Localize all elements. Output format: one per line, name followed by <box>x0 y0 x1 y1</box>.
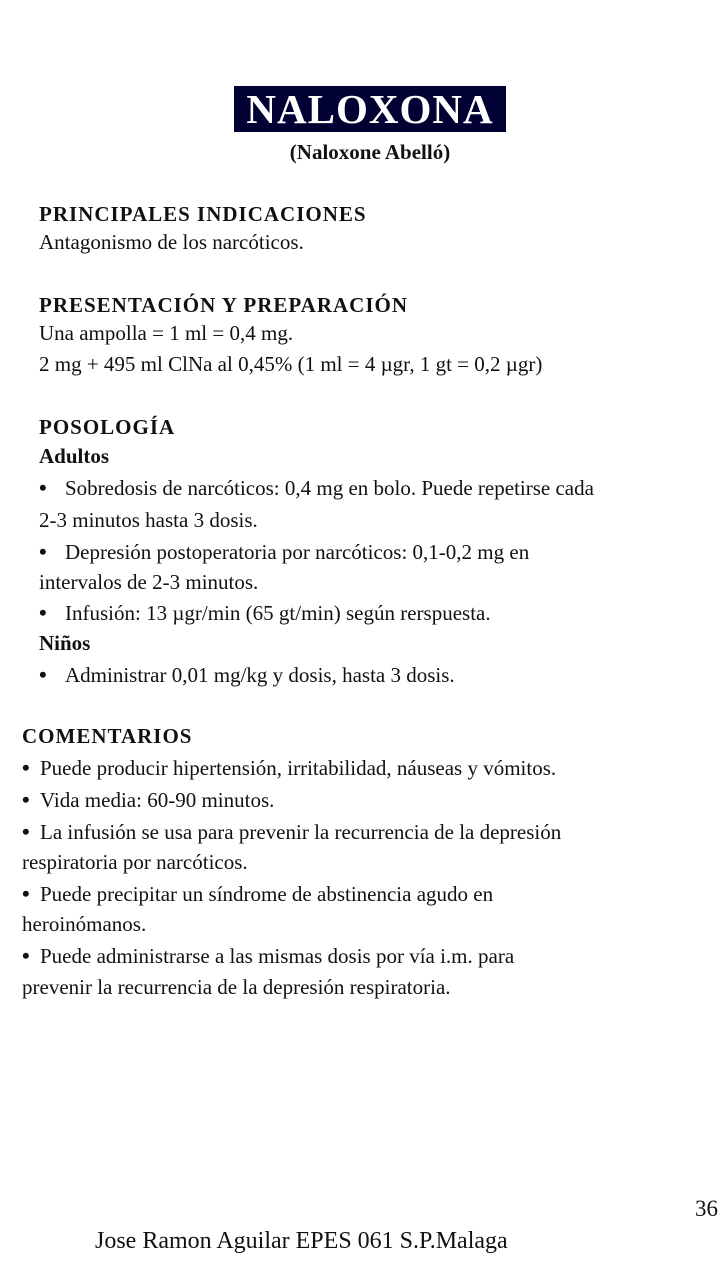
page-number: 36 <box>695 1196 718 1221</box>
comentarios-item-5 <box>22 942 514 970</box>
comentarios-item-text: Vida media: 60-90 minutos. <box>40 788 275 812</box>
ninos-item-text: Administrar 0,01 mg/kg y dosis, hasta 3 dosis. <box>65 663 455 687</box>
presentacion-heading: PRESENTACIÓN Y PREPARACIÓN <box>39 293 409 317</box>
comentarios-item-5-continuation: prevenir la recurrencia de la depresión respiratoria. <box>22 975 451 999</box>
comentarios-item-4 <box>22 880 493 908</box>
bullet-icon: • <box>39 539 47 564</box>
adultos-label: Adultos <box>39 444 110 468</box>
bullet-icon: • <box>39 600 47 625</box>
footer-text: Jose Ramon Aguilar EPES 061 S.P.Malaga <box>95 1228 508 1254</box>
adultos-item-2-continuation: intervalos de 2-3 minutos. <box>39 570 259 594</box>
bullet-icon: • <box>39 662 47 687</box>
comentarios-heading: COMENTARIOS <box>22 724 193 748</box>
indicaciones-heading: PRINCIPALES INDICACIONES <box>39 202 367 226</box>
comentarios-item-text: Puede precipitar un síndrome de abstinencia agudo en <box>40 882 494 906</box>
bullet-icon: • <box>22 881 30 906</box>
ninos-item-1 <box>39 661 455 689</box>
presentacion-line-2: 2 mg + 495 ml ClNa al 0,45% (1 ml = 4 µgr, 1 gt = 0,2 µgr) <box>39 352 543 376</box>
adultos-item-1 <box>39 474 594 502</box>
comentarios-item-1 <box>22 754 556 782</box>
comentarios-item-3 <box>22 818 561 846</box>
comentarios-item-text: La infusión se usa para prevenir la recurrencia de la depresión <box>40 820 562 844</box>
comentarios-item-4-continuation: heroinómanos. <box>22 912 147 936</box>
adultos-item-text: Infusión: 13 µgr/min (65 gt/min) según rerspuesta. <box>65 601 491 625</box>
comentarios-item-2 <box>22 786 274 814</box>
adultos-item-text: Sobredosis de narcóticos: 0,4 mg en bolo. Puede repetirse cada <box>65 476 594 500</box>
comentarios-item-text: Puede producir hipertensión, irritabilidad, náuseas y vómitos. <box>40 756 557 780</box>
adultos-item-3 <box>39 599 491 627</box>
bullet-icon: • <box>22 943 30 968</box>
bullet-icon: • <box>39 475 47 500</box>
comentarios-item-3-continuation: respiratoria por narcóticos. <box>22 850 248 874</box>
comentarios-item-text: Puede administrarse a las mismas dosis por vía i.m. para <box>40 944 515 968</box>
page-subtitle: (Naloxone Abelló) <box>289 140 451 164</box>
posologia-heading: POSOLOGÍA <box>39 415 176 439</box>
bullet-icon: • <box>22 755 30 780</box>
adultos-item-text: Depresión postoperatoria por narcóticos: 0,1-0,2 mg en <box>65 540 530 564</box>
indicaciones-text: Antagonismo de los narcóticos. <box>39 230 304 254</box>
ninos-label: Niños <box>39 631 91 655</box>
bullet-icon: • <box>22 787 30 812</box>
bullet-icon: • <box>22 819 30 844</box>
adultos-item-2 <box>39 538 529 566</box>
adultos-item-1-continuation: 2-3 minutos hasta 3 dosis. <box>39 508 258 532</box>
page-title: NALOXONA <box>234 86 506 132</box>
presentacion-line-1: Una ampolla = 1 ml = 0,4 mg. <box>39 321 294 345</box>
